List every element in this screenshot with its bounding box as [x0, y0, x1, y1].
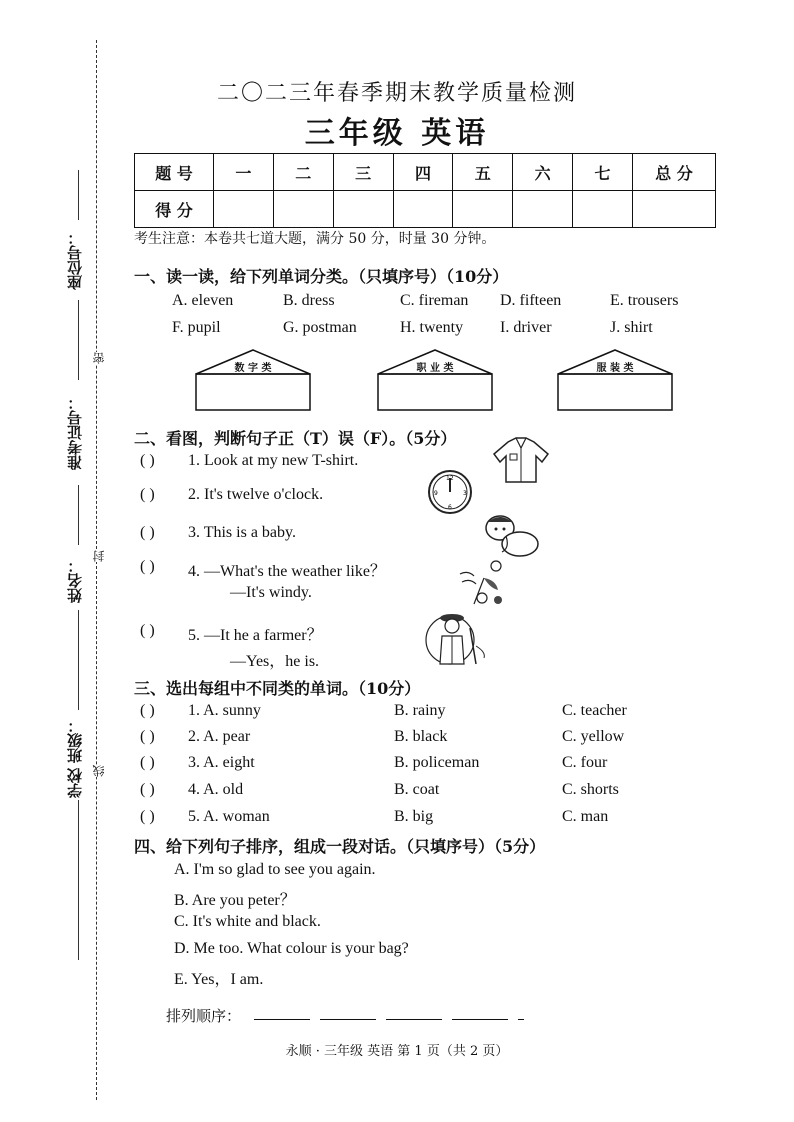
exam-notice: 考生注意：本卷共七道大题，满分 50 分，时量 30 分钟。 [134, 231, 496, 247]
choice-b: B. big [394, 808, 434, 825]
score-entry[interactable] [453, 191, 513, 228]
dialogue-sentence: C. It's white and black. [174, 913, 321, 930]
answer-paren[interactable]: ( ) [140, 808, 155, 825]
score-cell: 总 分 [633, 154, 716, 191]
class-label: 班级： [66, 718, 84, 763]
dialogue-sentence: E. Yes，I am. [174, 971, 264, 988]
score-entry[interactable] [633, 191, 716, 228]
word-option: G. postman [283, 319, 357, 336]
binding-dashed-line [96, 40, 97, 1100]
answer-paren[interactable]: ( ) [140, 702, 155, 719]
class-blank[interactable] [78, 610, 79, 710]
score-cell: 得 分 [135, 191, 214, 228]
word-option: H. twenty [400, 319, 464, 336]
choice-c: C. yellow [562, 728, 625, 745]
word-option: I. driver [500, 319, 552, 336]
exam-subject: 三年级 英语 [304, 116, 490, 151]
judge-sentence-reply: —Yes，he is. [230, 653, 320, 670]
score-table-header-row [135, 154, 716, 191]
choice-a: 3. A. eight [188, 754, 255, 771]
order-blank[interactable] [254, 1019, 310, 1020]
choice-a: 1. A. sunny [188, 702, 261, 719]
answer-paren[interactable]: ( ) [140, 558, 155, 575]
svg-text:3: 3 [463, 490, 467, 497]
name-blank[interactable] [78, 485, 79, 545]
section4-title: 四、给下列句子排序，组成一段对话。（只填序号）（5分） [134, 837, 546, 856]
house-shape-icon [194, 348, 312, 412]
score-cell: 四 [393, 154, 453, 191]
score-cell: 六 [513, 154, 573, 191]
score-cell: 三 [333, 154, 393, 191]
exam-id-blank[interactable] [78, 300, 79, 380]
choice-b: B. policeman [394, 754, 480, 771]
dialogue-sentence: A. I'm so glad to see you again. [174, 861, 376, 878]
order-blank[interactable] [452, 1019, 508, 1020]
house-label: 数 字 类 [234, 363, 272, 374]
seal-char-xian: 线 [92, 765, 106, 777]
category-house-jobs[interactable] [376, 348, 494, 412]
score-entry[interactable] [393, 191, 453, 228]
dialogue-sentence: B. Are you peter？ [174, 892, 296, 909]
judge-sentence: 2. It's twelve o'clock. [188, 486, 324, 503]
choice-a: 2. A. pear [188, 728, 251, 745]
page-footer: 永顺 · 三年级 英语 第 1 页（共 2 页） [285, 1044, 509, 1059]
order-blank-end [518, 1019, 524, 1020]
choice-b: B. coat [394, 781, 440, 798]
score-entry[interactable] [513, 191, 573, 228]
answer-paren[interactable]: ( ) [140, 622, 155, 639]
windy-icon [456, 558, 508, 610]
score-table-score-row [135, 191, 716, 228]
word-option: C. fireman [400, 292, 469, 309]
score-cell: 五 [453, 154, 513, 191]
name-label: 姓名： [66, 558, 84, 603]
svg-text:12: 12 [446, 475, 454, 482]
svg-text:6: 6 [448, 504, 452, 511]
seat-number-blank[interactable] [78, 170, 79, 220]
score-entry[interactable] [573, 191, 633, 228]
section3-title: 三、选出每组中不同类的单词。（10分） [134, 679, 421, 698]
score-entry[interactable] [214, 191, 274, 228]
dialogue-sentence: D. Me too. What colour is your bag? [174, 940, 409, 957]
judge-sentence-reply: —It's windy. [230, 584, 312, 601]
choice-b: B. black [394, 728, 448, 745]
clock-icon [426, 468, 474, 516]
word-option: F. pupil [172, 319, 221, 336]
word-option: A. eleven [172, 292, 234, 309]
score-entry[interactable] [333, 191, 393, 228]
section2-title: 二、看图，判断句子正（T）误（F）。（5分） [134, 429, 457, 448]
answer-paren[interactable]: ( ) [140, 524, 155, 541]
seal-char-mi: 密 [92, 352, 106, 364]
order-label: 排列顺序： [166, 1007, 242, 1025]
score-entry[interactable] [273, 191, 333, 228]
word-option: D. fifteen [500, 292, 562, 309]
order-blank[interactable] [320, 1019, 376, 1020]
choice-c: C. shorts [562, 781, 619, 798]
score-cell: 七 [573, 154, 633, 191]
seal-char-feng: 封 [92, 550, 106, 562]
school-blank[interactable] [78, 800, 79, 960]
judge-sentence: 3. This is a baby. [188, 524, 296, 541]
exam-title: 二〇二三年春季期末教学质量检测 [216, 81, 577, 106]
house-label: 服 装 类 [596, 363, 634, 374]
choice-a: 5. A. woman [188, 808, 270, 825]
choice-c: C. man [562, 808, 609, 825]
word-option: E. trousers [610, 292, 679, 309]
choice-a: 4. A. old [188, 781, 244, 798]
category-house-clothes[interactable] [556, 348, 674, 412]
word-option: J. shirt [610, 319, 653, 336]
score-table [134, 153, 716, 228]
answer-paren[interactable]: ( ) [140, 452, 155, 469]
score-cell: 题 号 [135, 154, 214, 191]
score-cell: 二 [273, 154, 333, 191]
word-option: B. dress [283, 292, 335, 309]
answer-paren[interactable]: ( ) [140, 728, 155, 745]
svg-text:9: 9 [434, 490, 438, 497]
house-label: 职 业 类 [416, 363, 454, 374]
order-blank[interactable] [386, 1019, 442, 1020]
choice-c: C. four [562, 754, 608, 771]
category-house-numbers[interactable] [194, 348, 312, 412]
answer-paren[interactable]: ( ) [140, 486, 155, 503]
choice-b: B. rainy [394, 702, 446, 719]
baby-icon [480, 512, 542, 558]
answer-paren[interactable]: ( ) [140, 781, 155, 798]
answer-paren[interactable]: ( ) [140, 754, 155, 771]
score-cell: 一 [214, 154, 274, 191]
judge-sentence: 5. —It he a farmer？ [188, 627, 323, 644]
judge-sentence: 4. —What's the weather like？ [188, 563, 386, 580]
farmer-icon [414, 606, 494, 668]
choice-c: C. teacher [562, 702, 627, 719]
exam-id-label: 准考证号： [66, 395, 84, 470]
seat-number-label: 座位号： [66, 230, 84, 290]
judge-sentence: 1. Look at my new T-shirt. [188, 452, 359, 469]
school-label: 学校 [66, 768, 84, 798]
house-shape-icon [376, 348, 494, 412]
house-shape-icon [556, 348, 674, 412]
section1-title: 一、读一读，给下列单词分类。（只填序号）（10分） [134, 267, 509, 286]
shirt-icon [490, 436, 552, 486]
